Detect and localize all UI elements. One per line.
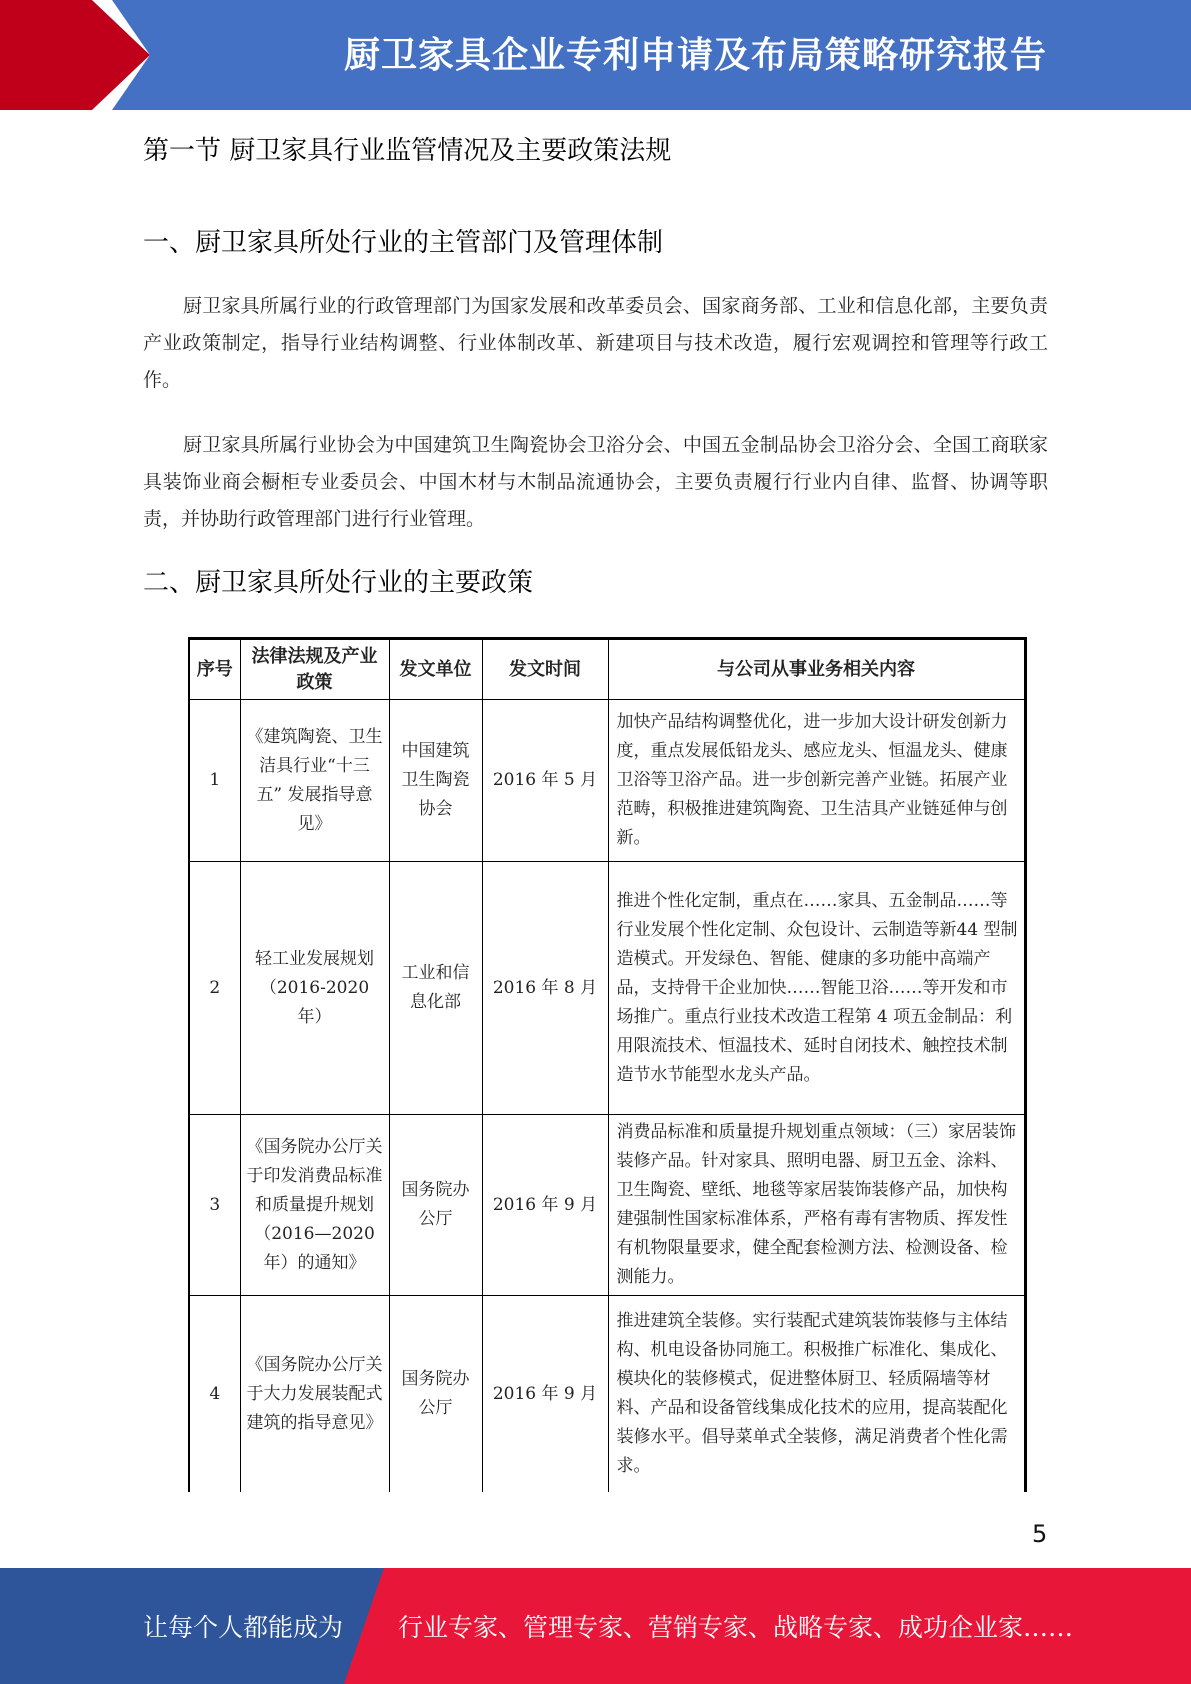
row-content: 消费品标准和质量提升规划重点领域：（三）家居装饰装修产品。针对家具、照明电器、厨卫五金、涂料、卫生陶瓷、壁纸、地毯等家居装饰装修产品，加快构建强制性国家标准体系，严格有毒有害物质、挥发性有机物限量要求，健全配套检测方法、检测设备、检测能力。: [608, 1115, 1025, 1296]
subsection-heading-2: 二、厨卫家具所处行业的主要政策: [143, 568, 534, 598]
table-row: [189, 862, 1025, 1115]
subsection-heading-1: 一、厨卫家具所处行业的主管部门及管理体制: [143, 228, 664, 258]
row-date: 2016 年 9 月: [482, 1296, 608, 1493]
header-content: 与公司从事业务相关内容: [608, 639, 1025, 700]
row-no: 1: [189, 700, 240, 862]
row-content: 加快产品结构调整优化，进一步加大设计研发创新力度，重点发展低铅龙头、感应龙头、恒温龙头、健康卫浴等卫浴产品。进一步创新完善产业链。拓展产业范畴，积极推进建筑陶瓷、卫生洁具产业链延伸与创新。: [608, 700, 1025, 862]
row-issuer: 国务院办公厅: [389, 1115, 482, 1296]
header-policy: 法律法规及产业政策: [240, 639, 389, 700]
header-no: 序号: [189, 639, 240, 700]
table-row: [189, 1115, 1025, 1296]
table-header-row: [189, 639, 1025, 700]
footer-slogan-right: 行业专家、管理专家、营销专家、战略专家、成功企业家……: [398, 1613, 1074, 1642]
row-no: 4: [189, 1296, 240, 1493]
row-date: 2016 年 9 月: [482, 1115, 608, 1296]
row-date: 2016 年 5 月: [482, 700, 608, 862]
row-no: 3: [189, 1115, 240, 1296]
row-no: 2: [189, 862, 240, 1115]
row-policy: 《国务院办公厅关于印发消费品标准和质量提升规划 （2016—2020 年）的通知》: [240, 1115, 389, 1296]
report-title: 厨卫家具企业专利申请及布局策略研究报告: [343, 34, 1047, 76]
policy-table: [188, 637, 1027, 1492]
row-issuer: 工业和信息化部: [389, 862, 482, 1115]
page-number: 5: [1032, 1520, 1048, 1548]
row-content: 推进建筑全装修。实行装配式建筑装饰装修与主体结构、机电设备协同施工。积极推广标准化、集成化、模块化的装修模式，促进整体厨卫、轻质隔墙等材料、产品和设备管线集成化技术的应用，提高装配化装修水平。倡导菜单式全装修，满足消费者个性化需求。: [608, 1296, 1025, 1493]
table-row: [189, 700, 1025, 862]
header-issuer: 发文单位: [389, 639, 482, 700]
paragraph-1: 厨卫家具所属行业的行政管理部门为国家发展和改革委员会、国家商务部、工业和信息化部，主要负责产业政策制定，指导行业结构调整、行业体制改革、新建项目与技术改造，履行宏观调控和管理等行政工作。: [143, 295, 1048, 391]
header-date: 发文时间: [482, 639, 608, 700]
row-issuer: 国务院办公厅: [389, 1296, 482, 1493]
paragraph-2: 厨卫家具所属行业协会为中国建筑卫生陶瓷协会卫浴分会、中国五金制品协会卫浴分会、全国工商联家具装饰业商会橱柜专业委员会、中国木材与木制品流通协会，主要负责履行行业内自律、监督、协调等职责，并协助行政管理部门进行行业管理。: [143, 434, 1048, 530]
footer-slogan-left: 让每个人都能成为: [143, 1613, 344, 1642]
header-banner: [0, 0, 1191, 110]
row-content: 推进个性化定制，重点在……家具、五金制品……等行业发展个性化定制、众包设计、云制造等新44 型制造模式。开发绿色、智能、健康的多功能中高端产品，支持骨干企业加快……智能卫浴……等开发和市场推广。重点行业技术改造工程第 4 项五金制品：利用限流技术、恒温技术、延时自闭技术、触控技术制造节水节能型水龙头产品。: [608, 862, 1025, 1115]
section-title: 第一节 厨卫家具行业监管情况及主要政策法规: [143, 136, 672, 166]
row-issuer: 中国建筑卫生陶瓷协会: [389, 700, 482, 862]
footer-banner: [0, 1568, 1191, 1684]
row-policy: 《建筑陶瓷、卫生洁具行业“十三五” 发展指导意见》: [240, 700, 389, 862]
table-row: [189, 1296, 1025, 1493]
row-policy: 《国务院办公厅关于大力发展装配式建筑的指导意见》: [240, 1296, 389, 1493]
row-policy: 轻工业发展规划（2016-2020 年）: [240, 862, 389, 1115]
row-date: 2016 年 8 月: [482, 862, 608, 1115]
